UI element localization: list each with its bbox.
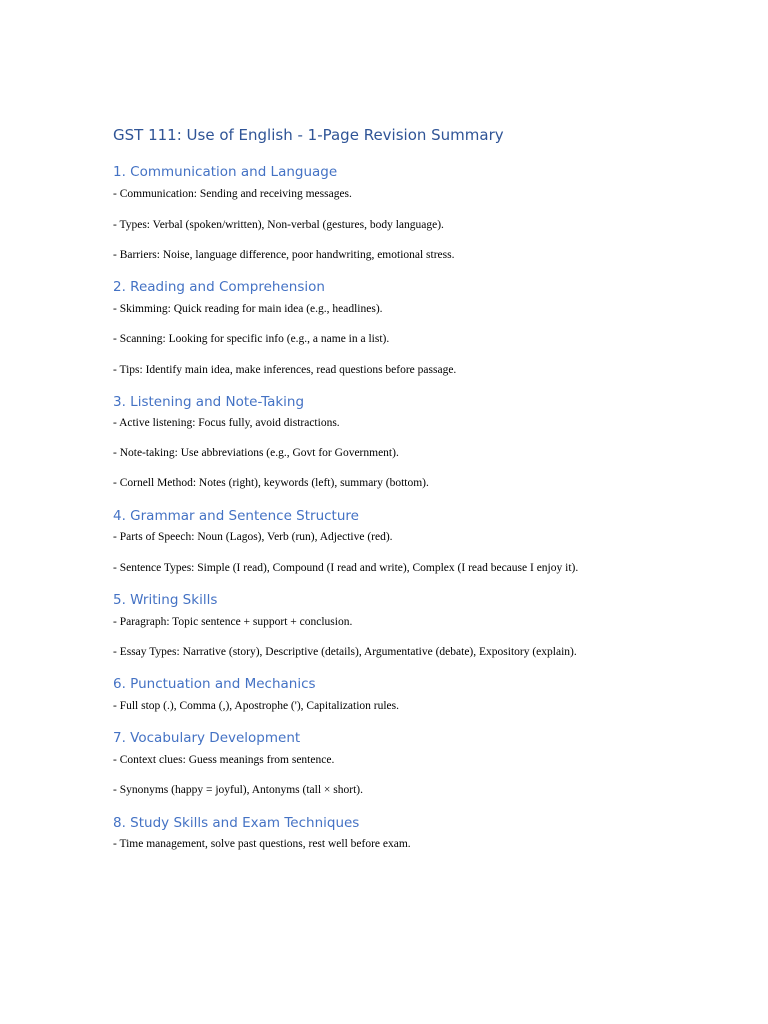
list-item: - Paragraph: Topic sentence + support + conclusion. xyxy=(113,616,353,628)
list-item: - Essay Types: Narrative (story), Descriptive (details), Argumentative (debate), Expository (explain). xyxy=(113,646,577,658)
section-heading: 4. Grammar and Sentence Structure xyxy=(113,508,359,524)
page-title: GST 111: Use of English - 1-Page Revision Summary xyxy=(113,126,504,144)
list-item: - Synonyms (happy = joyful), Antonyms (tall × short). xyxy=(113,784,363,796)
list-item: - Communication: Sending and receiving messages. xyxy=(113,188,352,200)
list-item: - Tips: Identify main idea, make inferences, read questions before passage. xyxy=(113,364,457,376)
section-heading: 7. Vocabulary Development xyxy=(113,730,301,746)
list-item: - Sentence Types: Simple (I read), Compound (I read and write), Complex (I read because I enjoy it). xyxy=(113,562,579,574)
list-item: - Cornell Method: Notes (right), keywords (left), summary (bottom). xyxy=(113,477,429,489)
list-item: - Barriers: Noise, language difference, poor handwriting, emotional stress. xyxy=(113,249,455,261)
list-item: - Active listening: Focus fully, avoid distractions. xyxy=(113,417,340,429)
section-heading: 6. Punctuation and Mechanics xyxy=(113,676,316,692)
section-heading: 5. Writing Skills xyxy=(113,592,218,608)
list-item: - Context clues: Guess meanings from sentence. xyxy=(113,754,335,766)
list-item: - Parts of Speech: Noun (Lagos), Verb (run), Adjective (red). xyxy=(113,531,393,543)
section-heading: 3. Listening and Note-Taking xyxy=(113,394,305,410)
list-item: - Types: Verbal (spoken/written), Non-verbal (gestures, body language). xyxy=(113,219,444,231)
list-item: - Time management, solve past questions, rest well before exam. xyxy=(113,838,411,850)
list-item: - Full stop (.), Comma (,), Apostrophe ('), Capitalization rules. xyxy=(113,700,400,712)
section-heading: 1. Communication and Language xyxy=(113,164,338,180)
section-heading: 8. Study Skills and Exam Techniques xyxy=(113,815,360,831)
list-item: - Scanning: Looking for specific info (e.g., a name in a list). xyxy=(113,333,390,345)
list-item: - Note-taking: Use abbreviations (e.g., Govt for Government). xyxy=(113,447,399,459)
list-item: - Skimming: Quick reading for main idea (e.g., headlines). xyxy=(113,303,383,315)
section-heading: 2. Reading and Comprehension xyxy=(113,279,325,295)
